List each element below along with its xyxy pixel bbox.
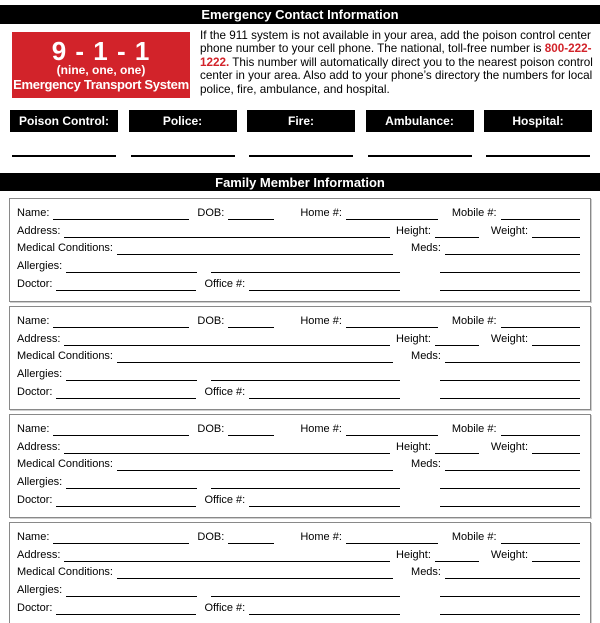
mobile-phone-line[interactable] <box>501 530 580 544</box>
allergies-line[interactable] <box>66 475 197 489</box>
contact-label-box <box>366 110 474 132</box>
allergies-line[interactable] <box>66 367 197 381</box>
member-row-address <box>17 544 580 562</box>
member-row-name <box>17 202 580 220</box>
mobile-phone-label: Mobile #: <box>451 206 497 219</box>
911-red-box <box>12 32 190 98</box>
allergies-extra-line[interactable] <box>211 475 400 489</box>
contact-phone-line[interactable] <box>486 155 590 157</box>
contact-label-box <box>129 110 237 132</box>
allergies-line[interactable] <box>66 583 197 597</box>
doctor-line[interactable] <box>56 385 196 399</box>
office-phone-line[interactable] <box>249 385 400 399</box>
contact-label: Police: <box>162 114 203 128</box>
height-line[interactable] <box>435 548 479 562</box>
home-phone-line[interactable] <box>346 206 438 220</box>
member-row-medical <box>17 238 580 256</box>
office-phone-label: Office #: <box>204 385 246 398</box>
doctor-line[interactable] <box>56 601 196 615</box>
dob-line[interactable] <box>228 422 274 436</box>
mobile-phone-line[interactable] <box>501 422 580 436</box>
contact-phone-line[interactable] <box>368 155 472 157</box>
name-line[interactable] <box>53 314 189 328</box>
contact-phone-line[interactable] <box>12 155 116 157</box>
allergies-extra-line[interactable] <box>211 259 400 273</box>
allergies-label: Allergies: <box>17 584 63 597</box>
meds-line[interactable] <box>445 457 580 471</box>
height-label: Height: <box>396 332 431 345</box>
poison-text-after: This number will automatically direct you to the nearest poison control center in your area. Also add to your phone’s directory the numbers for local police, fire, ambulance, and hospital. <box>200 55 593 96</box>
allergies-line[interactable] <box>66 259 197 273</box>
member-row-medical <box>17 454 580 472</box>
meds-line[interactable] <box>445 241 580 255</box>
emergency-contact-header-bar <box>0 5 600 24</box>
emergency-contact-title: Emergency Contact Information <box>201 7 399 22</box>
member-row-medical <box>17 346 580 364</box>
doctor-extra-line[interactable] <box>440 493 580 507</box>
weight-label: Weight: <box>490 440 528 453</box>
contact-phone-line[interactable] <box>249 155 353 157</box>
dob-line[interactable] <box>228 314 274 328</box>
poison-control-paragraph <box>200 29 598 96</box>
doctor-line[interactable] <box>56 493 196 507</box>
dob-label: DOB: <box>197 314 225 327</box>
emergency-contact-column <box>484 110 592 157</box>
name-label: Name: <box>17 314 50 327</box>
family-members-list <box>9 198 591 623</box>
911-subtitle: Emergency Transport System <box>13 76 189 92</box>
mobile-phone-line[interactable] <box>501 206 580 220</box>
office-phone-label: Office #: <box>204 601 246 614</box>
office-phone-line[interactable] <box>249 493 400 507</box>
doctor-line[interactable] <box>56 277 196 291</box>
doctor-extra-line[interactable] <box>440 277 580 291</box>
contact-label: Fire: <box>287 114 314 128</box>
meds-extra-line[interactable] <box>440 583 580 597</box>
medical-conditions-label: Medical Conditions: <box>17 566 113 579</box>
medical-conditions-line[interactable] <box>117 565 393 579</box>
member-row-allergies <box>17 255 580 273</box>
member-row-address <box>17 328 580 346</box>
911-number: 9 - 1 - 1 <box>51 35 151 66</box>
dob-line[interactable] <box>228 206 274 220</box>
dob-line[interactable] <box>228 530 274 544</box>
family-member-card <box>9 306 591 410</box>
weight-line[interactable] <box>532 548 580 562</box>
member-row-address <box>17 220 580 238</box>
contact-phone-line[interactable] <box>131 155 235 157</box>
member-row-doctor <box>17 489 580 507</box>
name-line[interactable] <box>53 530 189 544</box>
home-phone-line[interactable] <box>346 422 438 436</box>
weight-label: Weight: <box>490 548 528 561</box>
home-phone-label: Home #: <box>300 206 342 219</box>
member-row-allergies <box>17 579 580 597</box>
home-phone-label: Home #: <box>300 530 342 543</box>
home-phone-line[interactable] <box>346 530 438 544</box>
dob-label: DOB: <box>197 206 225 219</box>
family-member-card <box>9 198 591 302</box>
doctor-label: Doctor: <box>17 601 53 614</box>
height-label: Height: <box>396 224 431 237</box>
member-row-name <box>17 418 580 436</box>
poison-text-before: If the 911 system is not available in your area, add the poison control center phone number to your cell phone. The national, toll-free number is <box>200 29 591 56</box>
mobile-phone-line[interactable] <box>501 314 580 328</box>
member-row-doctor <box>17 381 580 399</box>
contacts-row <box>10 110 592 157</box>
medical-conditions-line[interactable] <box>117 457 393 471</box>
mobile-phone-label: Mobile #: <box>451 314 497 327</box>
member-row-allergies <box>17 363 580 381</box>
meds-label: Meds: <box>411 350 441 363</box>
meds-line[interactable] <box>445 349 580 363</box>
home-phone-line[interactable] <box>346 314 438 328</box>
allergies-label: Allergies: <box>17 368 63 381</box>
weight-line[interactable] <box>532 332 580 346</box>
medical-conditions-label: Medical Conditions: <box>17 458 113 471</box>
address-label: Address: <box>17 332 61 345</box>
member-row-doctor <box>17 597 580 615</box>
dob-label: DOB: <box>197 422 225 435</box>
name-label: Name: <box>17 422 50 435</box>
contact-label-box <box>10 110 118 132</box>
address-line[interactable] <box>64 332 390 346</box>
mobile-phone-label: Mobile #: <box>451 530 497 543</box>
weight-label: Weight: <box>490 332 528 345</box>
member-row-address <box>17 436 580 454</box>
height-line[interactable] <box>435 440 479 454</box>
meds-extra-line[interactable] <box>440 259 580 273</box>
office-phone-line[interactable] <box>249 277 400 291</box>
height-line[interactable] <box>435 224 479 238</box>
allergies-extra-line[interactable] <box>211 583 400 597</box>
medical-conditions-line[interactable] <box>117 349 393 363</box>
weight-line[interactable] <box>532 224 580 238</box>
911-words: (nine, one, one) <box>56 62 146 77</box>
mobile-phone-label: Mobile #: <box>451 422 497 435</box>
family-member-card <box>9 414 591 518</box>
doctor-extra-line[interactable] <box>440 601 580 615</box>
weight-label: Weight: <box>490 224 528 237</box>
family-member-card <box>9 522 591 623</box>
office-phone-line[interactable] <box>249 601 400 615</box>
family-member-title: Family Member Information <box>215 174 385 190</box>
meds-label: Meds: <box>411 458 441 471</box>
home-phone-label: Home #: <box>300 422 342 435</box>
office-phone-label: Office #: <box>204 277 246 290</box>
meds-label: Meds: <box>411 242 441 255</box>
contact-label: Ambulance: <box>385 114 454 128</box>
name-line[interactable] <box>53 206 189 220</box>
emergency-contact-column <box>10 110 118 157</box>
weight-line[interactable] <box>532 440 580 454</box>
address-label: Address: <box>17 224 61 237</box>
name-label: Name: <box>17 206 50 219</box>
height-label: Height: <box>396 548 431 561</box>
doctor-label: Doctor: <box>17 385 53 398</box>
member-row-medical <box>17 562 580 580</box>
height-line[interactable] <box>435 332 479 346</box>
dob-label: DOB: <box>197 530 225 543</box>
contact-label: Hospital: <box>512 114 564 128</box>
meds-line[interactable] <box>445 565 580 579</box>
name-label: Name: <box>17 530 50 543</box>
allergies-extra-line[interactable] <box>211 367 400 381</box>
emergency-contact-column <box>247 110 355 157</box>
office-phone-label: Office #: <box>204 493 246 506</box>
member-row-allergies <box>17 471 580 489</box>
doctor-extra-line[interactable] <box>440 385 580 399</box>
name-line[interactable] <box>53 422 189 436</box>
doctor-label: Doctor: <box>17 277 53 290</box>
address-label: Address: <box>17 440 61 453</box>
meds-extra-line[interactable] <box>440 475 580 489</box>
height-label: Height: <box>396 440 431 453</box>
contact-label-box <box>484 110 592 132</box>
address-line[interactable] <box>64 440 390 454</box>
meds-label: Meds: <box>411 566 441 579</box>
address-label: Address: <box>17 548 61 561</box>
home-phone-label: Home #: <box>300 314 342 327</box>
member-row-name <box>17 526 580 544</box>
meds-extra-line[interactable] <box>440 367 580 381</box>
address-line[interactable] <box>64 548 390 562</box>
medical-conditions-line[interactable] <box>117 241 393 255</box>
allergies-label: Allergies: <box>17 260 63 273</box>
member-row-doctor <box>17 273 580 291</box>
contact-label-box <box>247 110 355 132</box>
member-row-name <box>17 310 580 328</box>
medical-conditions-label: Medical Conditions: <box>17 242 113 255</box>
allergies-label: Allergies: <box>17 476 63 489</box>
contact-label: Poison Control: <box>19 114 109 128</box>
emergency-contact-column <box>129 110 237 157</box>
emergency-contact-column <box>366 110 474 157</box>
address-line[interactable] <box>64 224 390 238</box>
medical-conditions-label: Medical Conditions: <box>17 350 113 363</box>
doctor-label: Doctor: <box>17 493 53 506</box>
poison-control-phone-number: 800-222-1222. <box>200 42 592 69</box>
family-member-header-bar <box>0 173 600 191</box>
